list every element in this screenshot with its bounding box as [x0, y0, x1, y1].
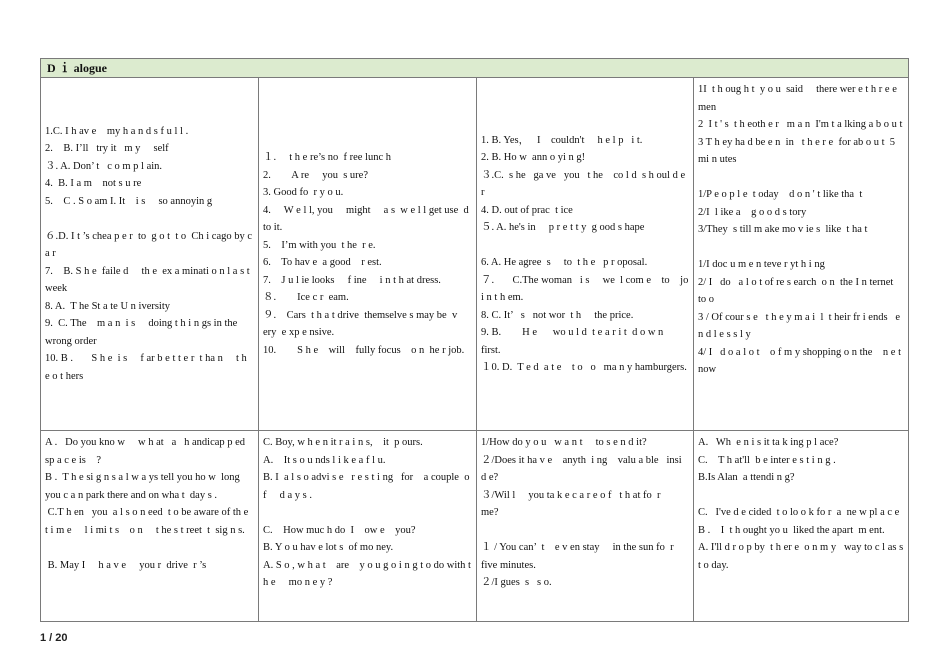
dialogue-line: ３/Wil l you ta k e c a r e o f t h at fo r me?	[481, 489, 674, 518]
dialogue-line: C. How muc h do I ow e you?	[263, 524, 416, 536]
dialogue-line: ２/I gues s s o.	[481, 577, 552, 588]
dialogue-line: B. Y o u hav e lot s of mo ney.	[263, 542, 394, 553]
dialogue-line: C. T h at'll b e inter e s t i n g .	[698, 454, 836, 466]
dialogue-line: 6. A. He agree s to t h e p r oposal.	[481, 257, 648, 268]
dialogue-line: 8. C. It’ s not wor t h the price.	[481, 309, 634, 321]
dialogue-line: C. I've d e cided t o lo o k fo r a ne w pl a c e	[698, 507, 900, 518]
dialogue-line	[698, 169, 904, 187]
dialogue-line: 6. To hav e a good r est.	[263, 257, 382, 268]
dialogue-line: 5. I’m with you t he r e.	[263, 239, 376, 251]
page-number: 1 / 20	[40, 632, 68, 644]
dialogue-line: 1/P e o p l e t oday d o n ' t like tha t	[698, 189, 863, 200]
dialogue-line	[263, 504, 472, 522]
dialogue-line: B.Is Alan a ttendi n g?	[698, 472, 795, 483]
dialogue-line: A . Do you kno w w h at a h andicap p ed sp a c e is ?	[45, 437, 248, 466]
dialogue-line: 3/They s till m ake mo v ie s like t ha t	[698, 224, 868, 235]
dialogue-line: 4. D. out of prac t ice	[481, 204, 573, 216]
dialogue-line: 1/How do y o u w a n t to s e n d it?	[481, 437, 647, 448]
dialogue-line: 10. S h e will fully focus o n he r job.	[263, 344, 465, 356]
dialogue-line: ９. Cars t h a t drive themselve s may be v ery e xp e nsive.	[263, 309, 460, 338]
dialogue-line: 2. B. Ho w ann o yi n g!	[481, 152, 586, 163]
dialogue-line: ３. A. Don’ t c o m p l ain.	[45, 160, 163, 172]
dialogue-line: A. I'll d r o p by t h er e o n m y way to c l as s t o day.	[698, 542, 909, 571]
dialogue-line: C.T h en you a l s o n eed t o be aware of th e t i m e l i mi t s o n t he s t reet t sig n s.	[45, 507, 254, 536]
dialogue-line: A. S o , w h a t are y o u g o i n g t o do with t h e mo n e y ?	[263, 559, 474, 588]
table-cell	[694, 78, 908, 430]
table-cell	[477, 431, 694, 621]
dialogue-line: 2. A re you s ure?	[263, 169, 368, 181]
dialogue-line: 7. B. S h e faile d th e ex a minati o n l a s t week	[45, 265, 263, 295]
table-cell	[41, 431, 259, 621]
table-cell	[259, 431, 477, 621]
table-cell	[694, 431, 908, 621]
dialogue-line: 2. B. I’ll try it m y self	[45, 143, 169, 155]
dialogue-line	[45, 210, 254, 228]
dialogue-line: 2 I t ' s t h eoth e r m a n I'm t a lking a b o u t	[698, 119, 903, 130]
dialogue-line: C. Boy, w h e n it r a i n s, it p ours.	[263, 437, 423, 448]
table-cell	[41, 78, 263, 430]
dialogue-line: 3. Good fo r y o u.	[263, 187, 344, 198]
dialogue-line: A. It s o u nds l i k e a f l u.	[263, 454, 386, 466]
dialogue-line: B . T h e si g n s a l w a ys tell you ho w long you c a n park there and on wha t day s .	[45, 472, 243, 501]
dialogue-line: 3 / Of cour s e t h e y m a i l t heir fr i ends e n d l e s s l y	[698, 311, 903, 340]
dialogue-line: 4/ I d o a l o t o f m y shopping o n the n e t now	[698, 346, 904, 375]
dialogue-line	[698, 487, 904, 505]
table-cell	[259, 78, 477, 430]
dialogue-line: ７. C.The woman i s we l com e to jo i n t h em.	[481, 274, 694, 303]
dialogue-line: 2/ I do a l o t of re s earch o n the I n ternet to o	[698, 276, 896, 305]
table-row	[41, 78, 908, 431]
dialogue-line: １ / You can’ t e v en stay in the sun fo r five minutes.	[481, 542, 682, 571]
dialogue-line: 9. C. The m a n i s doing t h i n gs in the wrong order	[45, 318, 240, 347]
dialogue-line: 2/I l ike a g o o d s tory	[698, 206, 807, 218]
dialogue-line: １0. D. T e d a t e t o o ma n y hamburgers.	[481, 362, 687, 373]
dialogue-line: B. May I h a v e you r drive r ’s	[45, 559, 207, 571]
dialogue-line: 8. A. T he St a te U n iversity	[45, 300, 171, 312]
dialogue-line	[481, 522, 689, 540]
dialogue-line	[45, 539, 254, 557]
dialogue-line: ３.C. s he ga ve you t he co l d s h oul d e r	[481, 169, 688, 198]
dialogue-line: 4. W e l l, you might a s w e l l get use d to it.	[263, 204, 475, 233]
dialogue-line: A. Wh e n i s it ta k ing p l ace?	[698, 437, 839, 448]
dialogue-line: 7. J u l ie looks f ine i n t h at dress.	[263, 274, 441, 286]
dialogue-line: １. t h e re’s no f ree lunc h	[263, 152, 392, 163]
dialogue-line: 3 T h ey ha d be e n in t h e r e for ab o u t 5 mi n utes	[698, 136, 901, 165]
header-title: D ｉ alogue	[47, 61, 108, 75]
dialogue-line: 1.C. I h av e my h a n d s f u l l .	[45, 125, 189, 137]
dialogue-line: 1. B. Yes， I couldn't h e l p i t.	[481, 134, 643, 146]
dialogue-line: 9. B. H e wo u l d t e a r i t d o w n first.	[481, 327, 674, 356]
dialogue-line: ２/Does it ha v e anyth i ng valu a ble insi d e?	[481, 454, 687, 483]
dialogue-line	[698, 239, 904, 257]
dialogue-line: 5. C . S o am I. It i s so annoyin g	[45, 195, 213, 207]
dialogue-line	[481, 237, 689, 255]
dialogue-line: 10. B . S h e i s f ar b e t t e r t ha n t h e o t hers	[45, 353, 250, 382]
dialogue-line: ６.D. I t ’s chea p e r to g o t t o Ch i cago by c a r	[45, 230, 255, 260]
table-row	[41, 431, 908, 621]
dialogue-line: B . I t h ought yo u liked the apart m ent.	[698, 524, 885, 536]
dialogue-line: B. I a l s o advi s e r e s t i ng for a couple o f d a y s .	[263, 472, 473, 501]
dialogue-line: 1I t h oug h t y o u said there wer e t h r e e men	[698, 84, 900, 113]
dialogue-line: 1/I doc u m e n teve r yt h i ng	[698, 259, 825, 270]
dialogue-line: ５. A. he's in p r e t t y g ood s hape	[481, 222, 645, 233]
dialogue-line: ８. Ice c r eam.	[263, 292, 349, 303]
table-header	[41, 59, 908, 78]
dialogue-line: 4. B. I a m not s u re	[45, 178, 142, 190]
dialogue-table	[40, 58, 909, 622]
table-cell	[477, 78, 694, 430]
